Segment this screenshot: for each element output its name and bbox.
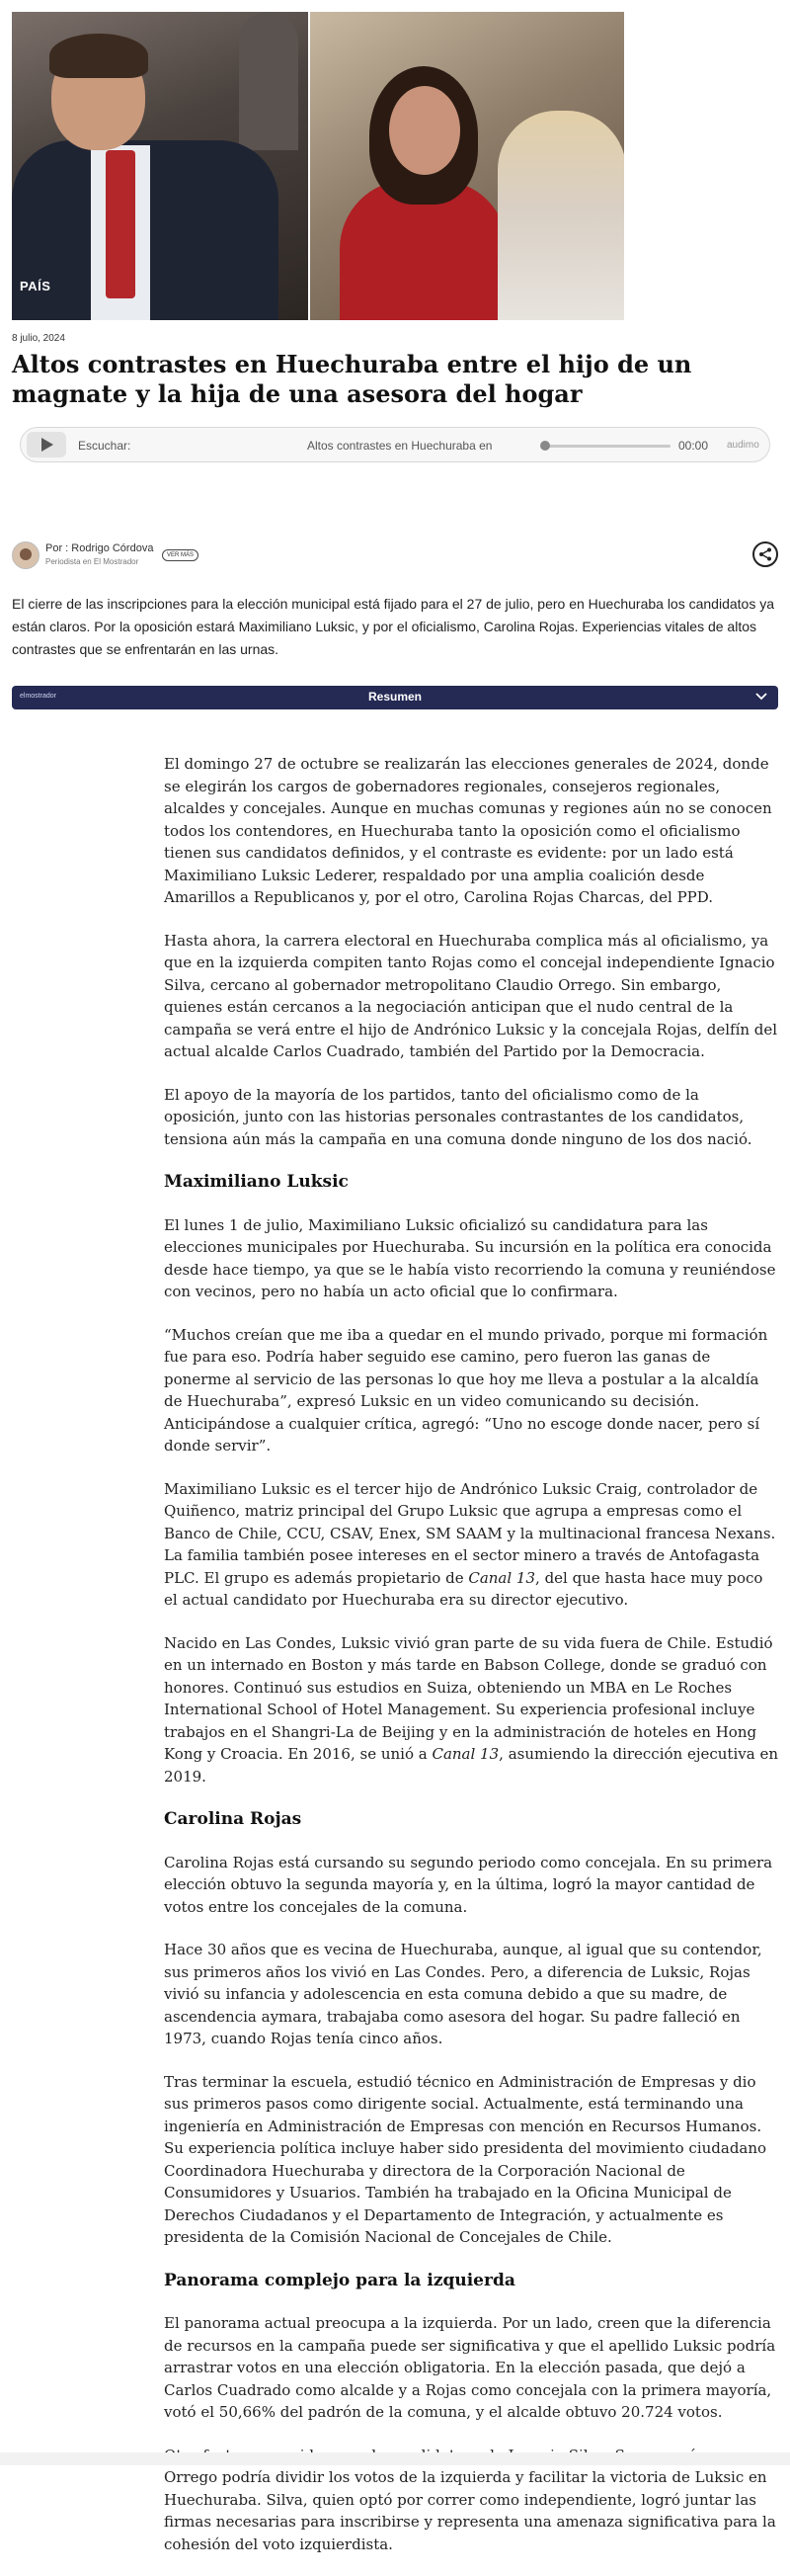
time-readout: 00:00 [678, 439, 709, 453]
progress-slider[interactable] [542, 445, 671, 448]
play-icon[interactable] [27, 432, 66, 457]
player-brand[interactable]: audimo [727, 440, 759, 451]
paragraph: El domingo 27 de octubre se realizarán las elecciones generales de 2024, donde se elegirán los cargos de gobernadores regionales, consejeros regionales, alcaldes y concejales. Aunque en muchas comunas y regiones aún no se conocen todos los contendores, en Huechuraba tanto la oposición como el oficialismo tienen sus candidatos definidos, y el contraste es evidente: por un lado está Maximiliano Luksic Lederer, respaldado por una amplia coalición desde Amarillos a Republicanos y, por el otro, Carolina Rojas Charcas, del PPD. [164, 755, 772, 906]
summary-brand: elmostrador [20, 693, 56, 700]
paragraph: Hasta ahora, la carrera electoral en Huechuraba complica más al oficialismo, ya que en la izquierda compiten tanto Rojas como el concejal independiente Ignacio Silva, cercano al gobernador metropolitano Claudio Orrego. Sin embargo, quienes están cercanos a la negociación anticipan que el nudo central de la campaña se verá entre el hijo de Andrónico Luksic y la concejala Rojas, delfín del actual alcalde Carlos Cuadrado, también del Partido por la Democracia. [164, 931, 778, 1060]
article-lead: El cierre de las inscripciones para la elección municipal está fijado para el 27 de julio, pero en Huechuraba los candidatos ya están claros. Por la oposición estará Maximiliano Luksic, y por el oficialismo, Carolina Rojas. Experiencias vitales de altos contrastes que se enfrentarán en las urnas. [12, 596, 775, 657]
channel-name: Canal 13 [468, 1568, 536, 1587]
summary-toggle[interactable] [12, 686, 778, 709]
chevron-down-icon [754, 692, 768, 702]
paragraph: “Muchos creían que me iba a quedar en el mundo privado, porque mi formación fue para eso. Podría haber seguido ese camino, pero fueron las ganas de ponerme al servicio de las personas lo que hoy me lleva a postular a la alcaldía de Huechuraba”, expresó Luksic en un video comunicando su decisión. Anticipándose a cualquier crítica, agregó: “Uno no escoge donde nacer, pero sí donde servir”. [164, 1325, 768, 1454]
share-icon [758, 547, 772, 561]
channel-name: Canal 13 [432, 1745, 500, 1763]
section-heading: Panorama complejo para la izquierda [164, 2270, 515, 2290]
paragraph: Nacido en Las Condes, Luksic vivió gran parte de su vida fuera de Chile. Estudió en un internado en Boston y más tarde en Babson College, donde se graduó con honores. Continuó sus estudios en Suiza, obteniendo un MBA en Le Roches International School of Hotel Management. Su experiencia profesional incluye trabajos en el Shangri-La de Beijing y en la administración de hoteles en Hong Kong y Croacia. En 2016, se unió a Canal 13, asumiendo la dirección ejecutiva en 2019. [164, 1633, 778, 1786]
publish-date: 8 julio, 2024 [12, 333, 65, 344]
author-more-button[interactable]: VER MÁS [162, 549, 198, 561]
candidate-photo-luksic [12, 12, 308, 320]
summary-label: Resumen [367, 690, 423, 704]
paragraph: Hace 30 años que es vecina de Huechuraba, aunque, al igual que su contendor, sus primeros años los vivió en Las Condes. Pero, a diferencia de Luksic, Rojas vivió su infancia y adolescencia en esta comuna debido a que su madre, de ascendencia aymara, trabajaba como asesora del hogar. Su padre falleció en 1973, cuando Rojas tenía cinco años. [164, 1941, 762, 2047]
progress-knob[interactable] [540, 441, 550, 451]
article-body [164, 753, 778, 2576]
paragraph: Tras terminar la escuela, estudió técnico en Administración de Empresas y dio sus primeros pasos como dirigente social. Actualmente, está terminando una ingeniería en Administración de Empresas con mención en Recursos Humanos. Su experiencia política incluye haber sido presidenta del movimiento ciudadano Coordinadora Huechuraba y directora de la Corporación Nacional de Consumidores y Usuarios. También ha trabajado en la Oficina Municipal de Derechos Ciudadanos y el Departamento de Integración, y actualmente es presidenta de la Comisión Nacional de Concejales de Chile. [164, 2072, 767, 2246]
track-title: Altos contrastes en Huechuraba en [307, 439, 493, 453]
author-name[interactable]: Por : Rodrigo Córdova [45, 542, 154, 554]
author-role: Periodista en El Mostrador [45, 557, 139, 566]
page-footer-strip [0, 2452, 790, 2465]
paragraph: El apoyo de la mayoría de los partidos, tanto del oficialismo como de la oposición, junto con las historias personales contrastantes de los candidatos, tensiona aún más la campaña en una comuna donde ninguno de los dos nació. [164, 1085, 752, 1148]
listen-label: Escuchar: [78, 439, 131, 453]
section-tag[interactable]: PAÍS [20, 279, 51, 293]
paragraph: Carolina Rojas está cursando su segundo periodo como concejala. En su primera elección obtuvo la segunda mayoría y, en la última, logró la mayor cantidad de votos entre los concejales de la comuna. [164, 1853, 773, 1916]
paragraph: Maximiliano Luksic es el tercer hijo de Andrónico Luksic Craig, controlador de Quiñenco, matriz principal del Grupo Luksic que agrupa a empresas como el Banco de Chile, CCU, CSAV, Enex, SM SAAM y la multinacional francesa Nexans. La familia también posee intereses en el sector minero a través de Antofagasta PLC. El grupo es además propietario de Canal 13, del que hasta hace muy poco el actual candidato por Huechuraba era su director ejecutivo. [164, 1479, 776, 1609]
section-heading: Carolina Rojas [164, 1809, 302, 1829]
article-headline: Altos contrastes en Huechuraba entre el hijo de un magnate y la hija de una asesora del hogar [12, 350, 692, 408]
paragraph: El lunes 1 de julio, Maximiliano Luksic oficializó su candidatura para las elecciones municipales por Huechuraba. Su incursión en la política era conocida desde hace tiempo, ya que se le había visto recorriendo la comuna y reuniéndose con vecinos, pero no había un acto oficial que lo confirmara. [164, 1215, 776, 1300]
paragraph: Orrego podría dividir los votos de la izquierda y facilitar la victoria de Luksic en Huechuraba. Silva, quien optó por correr como independiente, logró juntar las firmas necesarias para inscribirse y representa una amenaza significativa para la cohesión del voto izquierdista. [164, 2468, 776, 2553]
audio-player [20, 427, 770, 462]
share-button[interactable] [752, 541, 778, 567]
hero-image [12, 12, 624, 320]
author-avatar[interactable] [12, 541, 40, 569]
section-heading: Maximiliano Luksic [164, 1172, 349, 1192]
candidate-photo-rojas [310, 12, 624, 320]
paragraph: El panorama actual preocupa a la izquierda. Por un lado, creen que la diferencia de recursos en la campaña puede ser significativa y que el apellido Luksic podría arrastrar votos en una elección obligatoria. En la elección pasada, que dejó a Carlos Cuadrado como alcalde y a Rojas como concejala con la primera mayoría, votó el 50,66% del padrón de la comuna, y el alcalde obtuvo 20.724 votos. [164, 2314, 776, 2421]
